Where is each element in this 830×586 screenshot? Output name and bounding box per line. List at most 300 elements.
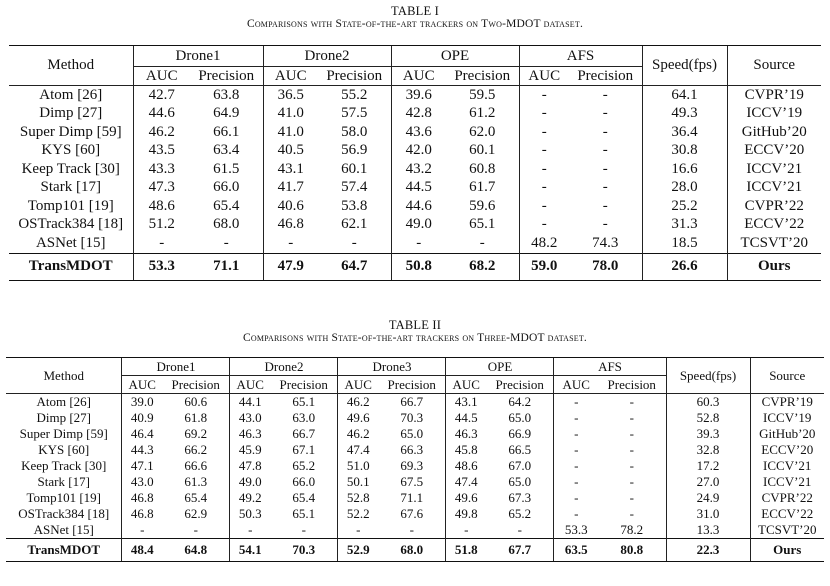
- value-cell: 54.1: [230, 539, 270, 562]
- value-cell: -: [554, 490, 598, 506]
- value-cell: -: [193, 522, 198, 537]
- value-cell: -: [554, 474, 598, 490]
- auc-subheader: AUC: [338, 376, 378, 394]
- method-cell: Tomp101 [19]: [27, 197, 114, 214]
- value-cell: -: [602, 197, 608, 214]
- value-cell: 65.2: [508, 506, 532, 521]
- value-cell: 43.1: [446, 394, 486, 411]
- value-cell: 47.8: [230, 458, 270, 474]
- value-cell: 52.2: [338, 506, 378, 522]
- auc-subheader: AUC: [230, 376, 270, 394]
- precision-subheader: Precision: [171, 376, 220, 392]
- value-cell: 47.1: [122, 458, 162, 474]
- method-cell: ASNet [15]: [33, 522, 94, 537]
- value-cell: -: [409, 522, 414, 537]
- source-cell: TCSVT’20: [727, 234, 821, 253]
- table-row: [6, 410, 824, 426]
- table-row: [6, 426, 824, 442]
- value-cell: 45.8: [446, 442, 486, 458]
- value-cell: 80.8: [598, 539, 666, 562]
- value-cell: 66.1: [213, 123, 240, 140]
- value-cell: 64.2: [486, 394, 554, 411]
- value-cell: -: [629, 474, 634, 489]
- value-cell: 50.8: [391, 253, 446, 280]
- value-cell: 64.9: [213, 105, 240, 122]
- value-cell: 46.3: [230, 426, 270, 442]
- speed-cell: 49.3: [642, 105, 727, 124]
- value-cell: 46.2: [338, 426, 378, 442]
- method-cell: TransMDOT: [9, 253, 133, 280]
- value-cell: 39.6: [391, 86, 446, 105]
- table-row: [9, 197, 821, 216]
- value-cell: 71.1: [400, 490, 424, 505]
- method-cell: Atom [26]: [6, 394, 122, 411]
- value-cell: 48.4: [122, 539, 162, 562]
- method-cell: ASNet [15]: [35, 234, 106, 251]
- method-cell: Dimp [27]: [39, 105, 103, 122]
- value-cell: 39.0: [122, 394, 162, 411]
- table-row: [6, 442, 824, 458]
- group-header: AFS: [554, 358, 666, 376]
- ours-row: [9, 253, 821, 280]
- table-row: [9, 86, 821, 105]
- value-cell: 64.7: [318, 253, 391, 280]
- value-cell: -: [602, 216, 608, 233]
- table-1: [9, 45, 821, 281]
- precision-subheader: Precision: [279, 376, 328, 392]
- speed-header: Speed(fps): [666, 358, 750, 394]
- source-cell: CVPR’22: [750, 490, 824, 506]
- method-cell: Tomp101 [19]: [26, 490, 102, 505]
- table-row: [6, 506, 824, 522]
- value-cell: 44.5: [391, 179, 446, 198]
- value-cell: -: [519, 197, 569, 216]
- value-cell: 42.0: [391, 142, 446, 161]
- source-cell: ICCV’21: [727, 179, 821, 198]
- precision-subheader: Precision: [198, 67, 255, 84]
- auc-subheader: AUC: [122, 376, 162, 394]
- value-cell: 67.3: [508, 490, 532, 505]
- value-cell: 60.6: [162, 394, 230, 411]
- value-cell: -: [446, 522, 486, 539]
- value-cell: 59.0: [519, 253, 569, 280]
- group-header: Drone2: [230, 358, 338, 376]
- auc-subheader: AUC: [263, 67, 318, 86]
- value-cell: -: [629, 458, 634, 473]
- value-cell: 40.6: [263, 197, 318, 216]
- value-cell: 46.2: [338, 394, 378, 411]
- value-cell: 55.2: [318, 86, 391, 105]
- value-cell: 50.1: [338, 474, 378, 490]
- value-cell: 36.5: [263, 86, 318, 105]
- value-cell: 74.3: [592, 234, 619, 251]
- method-cell: Keep Track [30]: [21, 458, 107, 473]
- value-cell: 63.5: [554, 539, 598, 562]
- value-cell: -: [519, 105, 569, 124]
- value-cell: 44.3: [122, 442, 162, 458]
- source-cell: CVPR’19: [750, 394, 824, 411]
- value-cell: 48.6: [133, 197, 190, 216]
- value-cell: 49.0: [391, 216, 446, 235]
- value-cell: 52.8: [338, 490, 378, 506]
- value-cell: 67.5: [400, 474, 424, 489]
- value-cell: 65.4: [184, 490, 208, 505]
- method-cell: Stark [17]: [40, 179, 101, 196]
- precision-subheader: Precision: [495, 376, 544, 392]
- value-cell: 65.1: [469, 216, 496, 233]
- table-row: [9, 216, 821, 235]
- value-cell: 61.7: [469, 179, 496, 196]
- value-cell: 67.6: [400, 506, 424, 521]
- precision-subheader: Precision: [454, 67, 511, 84]
- value-cell: 65.0: [508, 410, 532, 425]
- value-cell: 68.0: [213, 216, 240, 233]
- table-row: [9, 234, 821, 253]
- value-cell: -: [629, 442, 634, 457]
- source-cell: ECCV’22: [750, 506, 824, 522]
- value-cell: 41.0: [263, 123, 318, 142]
- source-cell: GitHub’20: [750, 426, 824, 442]
- value-cell: -: [223, 234, 229, 251]
- value-cell: 42.8: [391, 105, 446, 124]
- value-cell: 43.0: [230, 410, 270, 426]
- value-cell: 46.8: [263, 216, 318, 235]
- method-cell: OSTrack384 [18]: [18, 216, 124, 233]
- speed-cell: 13.3: [666, 522, 750, 539]
- value-cell: 43.1: [263, 160, 318, 179]
- value-cell: 66.7: [292, 426, 316, 441]
- value-cell: 48.6: [446, 458, 486, 474]
- auc-subheader: AUC: [391, 67, 446, 86]
- value-cell: 62.1: [341, 216, 368, 233]
- value-cell: -: [519, 123, 569, 142]
- value-cell: -: [602, 123, 608, 140]
- table-row: [9, 179, 821, 198]
- method-cell: Keep Track [30]: [21, 160, 120, 177]
- value-cell: -: [629, 410, 634, 425]
- value-cell: 56.9: [341, 142, 368, 159]
- value-cell: -: [554, 410, 598, 426]
- speed-cell: 26.6: [642, 253, 727, 280]
- value-cell: 51.2: [133, 216, 190, 235]
- value-cell: -: [519, 86, 569, 105]
- table-2-description: Comparisons with State-of-the-art trackers on Three-MDOT dataset.: [242, 332, 588, 345]
- value-cell: -: [230, 522, 270, 539]
- table-1-caption: [0, 4, 830, 32]
- method-cell: OSTrack384 [18]: [18, 506, 110, 521]
- value-cell: 78.2: [620, 522, 644, 537]
- method-header: Method: [6, 358, 122, 394]
- value-cell: 61.5: [213, 160, 240, 177]
- method-cell: Super Dimp [59]: [19, 426, 108, 441]
- value-cell: 61.8: [184, 410, 208, 425]
- speed-cell: 18.5: [642, 234, 727, 253]
- value-cell: 60.1: [341, 160, 368, 177]
- value-cell: 65.1: [270, 394, 338, 411]
- table-1-header-row: [9, 46, 821, 67]
- source-cell: ICCV’21: [750, 474, 824, 490]
- value-cell: 65.0: [400, 426, 424, 441]
- value-cell: -: [301, 522, 306, 537]
- value-cell: 61.3: [184, 474, 208, 489]
- group-header: Drone3: [338, 358, 446, 376]
- value-cell: 59.6: [469, 197, 496, 214]
- speed-cell: 60.3: [666, 394, 750, 411]
- value-cell: 66.0: [213, 179, 240, 196]
- value-cell: 67.1: [292, 442, 316, 457]
- table-row: [6, 458, 824, 474]
- value-cell: 62.9: [184, 506, 208, 521]
- source-cell: ICCV’21: [750, 458, 824, 474]
- group-header: OPE: [446, 358, 554, 376]
- value-cell: -: [569, 86, 642, 105]
- value-cell: 51.0: [338, 458, 378, 474]
- value-cell: 49.6: [338, 410, 378, 426]
- source-cell: ECCV’22: [727, 216, 821, 235]
- source-cell: CVPR’19: [727, 86, 821, 105]
- speed-cell: 64.1: [642, 86, 727, 105]
- source-cell: CVPR’22: [727, 197, 821, 216]
- source-cell: Ours: [727, 253, 821, 280]
- value-cell: 40.5: [263, 142, 318, 161]
- value-cell: -: [519, 179, 569, 198]
- table-row: [9, 160, 821, 179]
- value-cell: 65.4: [292, 490, 316, 505]
- value-cell: 47.9: [263, 253, 318, 280]
- value-cell: 44.5: [446, 410, 486, 426]
- value-cell: -: [602, 160, 608, 177]
- method-cell: Dimp [27]: [36, 410, 91, 425]
- value-cell: 49.0: [230, 474, 270, 490]
- method-cell: KYS [60]: [41, 142, 101, 159]
- value-cell: -: [598, 394, 666, 411]
- value-cell: -: [517, 522, 522, 537]
- value-cell: 44.1: [230, 394, 270, 411]
- value-cell: 43.6: [391, 123, 446, 142]
- source-cell: ICCV’19: [727, 105, 821, 124]
- value-cell: 66.0: [292, 474, 316, 489]
- precision-subheader: Precision: [607, 376, 656, 392]
- source-cell: ECCV’20: [727, 142, 821, 161]
- value-cell: 69.2: [184, 426, 208, 441]
- value-cell: -: [338, 522, 378, 539]
- value-cell: 63.4: [213, 142, 240, 159]
- group-header: Drone1: [122, 358, 230, 376]
- value-cell: 47.4: [446, 474, 486, 490]
- value-cell: -: [519, 216, 569, 235]
- value-cell: 46.4: [122, 426, 162, 442]
- table-2-caption: [0, 318, 830, 346]
- value-cell: 65.4: [213, 197, 240, 214]
- value-cell: 49.2: [230, 490, 270, 506]
- source-cell: TCSVT’20: [750, 522, 824, 539]
- auc-subheader: AUC: [554, 376, 598, 394]
- value-cell: 66.5: [508, 442, 532, 457]
- value-cell: 49.6: [446, 490, 486, 506]
- value-cell: -: [602, 105, 608, 122]
- auc-subheader: AUC: [446, 376, 486, 394]
- value-cell: 50.3: [230, 506, 270, 522]
- value-cell: -: [554, 506, 598, 522]
- ours-row: [6, 539, 824, 562]
- value-cell: 45.9: [230, 442, 270, 458]
- value-cell: 63.8: [190, 86, 263, 105]
- table-2: [6, 357, 824, 562]
- value-cell: 70.3: [270, 539, 338, 562]
- value-cell: 67.7: [486, 539, 554, 562]
- speed-cell: 36.4: [642, 123, 727, 142]
- value-cell: 41.0: [263, 105, 318, 124]
- method-cell: Super Dimp [59]: [19, 123, 122, 140]
- source-cell: GitHub’20: [727, 123, 821, 142]
- value-cell: 53.3: [133, 253, 190, 280]
- method-cell: KYS [60]: [38, 442, 90, 457]
- value-cell: -: [263, 234, 318, 253]
- value-cell: 44.6: [133, 105, 190, 124]
- source-cell: ICCV’21: [727, 160, 821, 179]
- method-cell: TransMDOT: [6, 539, 122, 562]
- value-cell: 70.3: [400, 410, 424, 425]
- speed-cell: 30.8: [642, 142, 727, 161]
- speed-cell: 27.0: [666, 474, 750, 490]
- auc-subheader: AUC: [133, 67, 190, 86]
- value-cell: 78.0: [569, 253, 642, 280]
- value-cell: -: [519, 160, 569, 179]
- value-cell: -: [554, 442, 598, 458]
- value-cell: 69.3: [400, 458, 424, 473]
- value-cell: 71.1: [190, 253, 263, 280]
- speed-cell: 52.8: [666, 410, 750, 426]
- value-cell: -: [602, 179, 608, 196]
- method-header: Method: [9, 46, 133, 86]
- value-cell: 65.0: [508, 474, 532, 489]
- table-row: [6, 490, 824, 506]
- value-cell: 51.8: [446, 539, 486, 562]
- value-cell: 46.8: [122, 506, 162, 522]
- value-cell: -: [351, 234, 357, 251]
- value-cell: -: [554, 426, 598, 442]
- value-cell: 43.5: [133, 142, 190, 161]
- value-cell: 60.1: [469, 142, 496, 159]
- speed-cell: 24.9: [666, 490, 750, 506]
- source-header: Source: [727, 46, 821, 86]
- table-row: [6, 394, 824, 411]
- source-cell: ICCV’19: [750, 410, 824, 426]
- source-header: Source: [750, 358, 824, 394]
- method-cell: Atom [26]: [9, 86, 133, 105]
- value-cell: 61.2: [469, 105, 496, 122]
- precision-subheader: Precision: [387, 376, 436, 392]
- value-cell: -: [554, 458, 598, 474]
- value-cell: 46.8: [122, 490, 162, 506]
- value-cell: 41.7: [263, 179, 318, 198]
- speed-cell: 25.2: [642, 197, 727, 216]
- table-row: [9, 142, 821, 161]
- speed-cell: 16.6: [642, 160, 727, 179]
- value-cell: -: [519, 142, 569, 161]
- value-cell: 47.3: [133, 179, 190, 198]
- source-cell: Ours: [750, 539, 824, 562]
- value-cell: 57.5: [341, 105, 368, 122]
- value-cell: -: [629, 426, 634, 441]
- value-cell: -: [629, 506, 634, 521]
- value-cell: 66.6: [184, 458, 208, 473]
- value-cell: -: [554, 394, 598, 411]
- table-2-header-row: [6, 358, 824, 376]
- precision-subheader: Precision: [326, 67, 383, 84]
- speed-cell: 31.0: [666, 506, 750, 522]
- group-header: AFS: [519, 46, 642, 67]
- value-cell: 57.4: [341, 179, 368, 196]
- table-row: [6, 474, 824, 490]
- table-row: [9, 105, 821, 124]
- value-cell: 58.0: [341, 123, 368, 140]
- value-cell: 67.0: [508, 458, 532, 473]
- value-cell: 66.2: [184, 442, 208, 457]
- value-cell: 42.7: [133, 86, 190, 105]
- method-cell: Stark [17]: [37, 474, 90, 489]
- source-cell: ECCV’20: [750, 442, 824, 458]
- value-cell: -: [391, 234, 446, 253]
- precision-subheader: Precision: [577, 67, 634, 84]
- value-cell: 52.9: [338, 539, 378, 562]
- value-cell: 53.8: [341, 197, 368, 214]
- speed-cell: 28.0: [642, 179, 727, 198]
- value-cell: 68.0: [378, 539, 446, 562]
- value-cell: -: [133, 234, 190, 253]
- value-cell: -: [122, 522, 162, 539]
- table-2-number: TABLE II: [388, 318, 442, 332]
- value-cell: 65.2: [292, 458, 316, 473]
- value-cell: -: [602, 142, 608, 159]
- value-cell: 48.2: [519, 234, 569, 253]
- group-header: Drone2: [263, 46, 391, 67]
- speed-cell: 31.3: [642, 216, 727, 235]
- value-cell: 44.6: [391, 197, 446, 216]
- value-cell: 63.0: [292, 410, 316, 425]
- speed-header: Speed(fps): [642, 46, 727, 86]
- value-cell: -: [629, 490, 634, 505]
- value-cell: 66.3: [400, 442, 424, 457]
- group-header: OPE: [391, 46, 519, 67]
- value-cell: 40.9: [122, 410, 162, 426]
- value-cell: 43.3: [133, 160, 190, 179]
- value-cell: 65.1: [292, 506, 316, 521]
- value-cell: 53.3: [554, 522, 598, 539]
- speed-cell: 22.3: [666, 539, 750, 562]
- value-cell: 59.5: [446, 86, 519, 105]
- value-cell: 46.3: [446, 426, 486, 442]
- speed-cell: 17.2: [666, 458, 750, 474]
- value-cell: 64.8: [162, 539, 230, 562]
- group-header: Drone1: [133, 46, 263, 67]
- table-1-number: TABLE I: [391, 4, 439, 18]
- value-cell: 62.0: [469, 123, 496, 140]
- value-cell: 60.8: [469, 160, 496, 177]
- value-cell: -: [479, 234, 485, 251]
- auc-subheader: AUC: [519, 67, 569, 86]
- table-row: [9, 123, 821, 142]
- value-cell: 49.8: [446, 506, 486, 522]
- table-1-description: Comparisons with State-of-the-art trackers on Two-MDOT dataset.: [246, 18, 584, 31]
- value-cell: 68.2: [446, 253, 519, 280]
- value-cell: 66.9: [508, 426, 532, 441]
- speed-cell: 39.3: [666, 426, 750, 442]
- value-cell: 43.2: [391, 160, 446, 179]
- value-cell: 43.0: [122, 474, 162, 490]
- value-cell: 46.2: [133, 123, 190, 142]
- table-row: [6, 522, 824, 539]
